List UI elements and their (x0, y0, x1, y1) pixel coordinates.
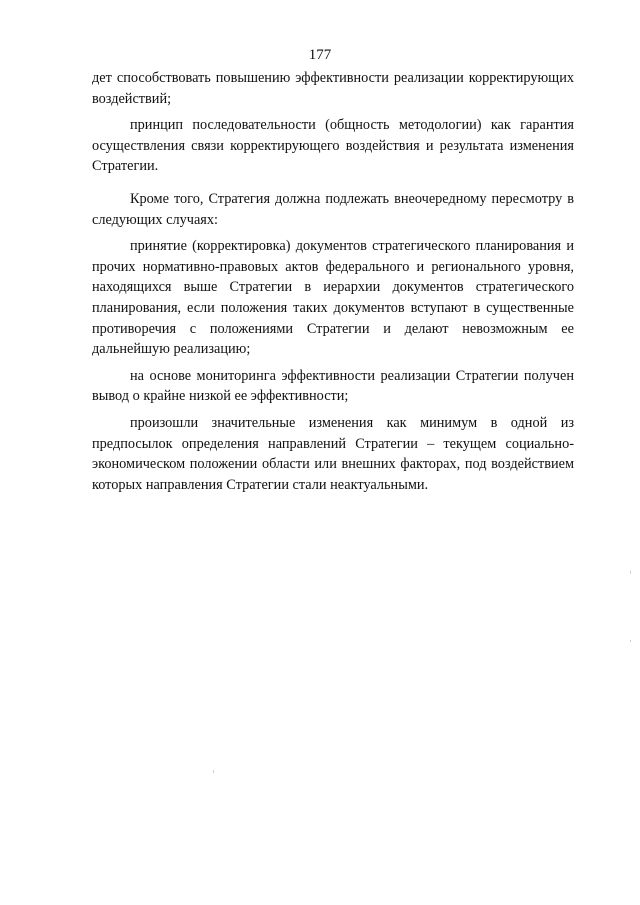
paragraph-revision-intro: Кроме того, Стратегия должна подлежать внеочередному пересмотру в следующих случаях: (92, 190, 574, 228)
paragraph-case-changes: произошли значительные изменения как минимум в одной из предпосылок определения направлений Стратегии – текущем социально-экономическом положении области или внешних факторах, под воздействием которых направления Стратегии стали неактуальными. (92, 414, 574, 493)
body-text (92, 68, 574, 501)
paragraph-case-monitoring: на основе мониторинга эффективности реализации Стратегии получен вывод о крайне низкой ее эффективности; (92, 367, 574, 405)
paragraph-case-documents: принятие (корректировка) документов стратегического планирования и прочих нормативно-правовых актов федерального и регионального уровня, находящихся выше Стратегии в иерархии документов стратегического планирования, если положения таких документов вступают в существенные противоречия с положениями Стратегии и делают невозможным ее дальнейшую реализацию; (92, 238, 574, 358)
scan-speck (213, 770, 214, 773)
scan-speck (630, 571, 631, 574)
paragraph-principle: принцип последовательности (общность методологии) как гарантия осуществления связи корректирующего воздействия и результата изменения Стратегии. (92, 117, 574, 175)
paragraph-continuation: дет способствовать повышению эффективности реализации корректирующих воздействий; (92, 70, 574, 107)
page-number: 177 (308, 47, 332, 63)
scan-speck (630, 640, 631, 642)
